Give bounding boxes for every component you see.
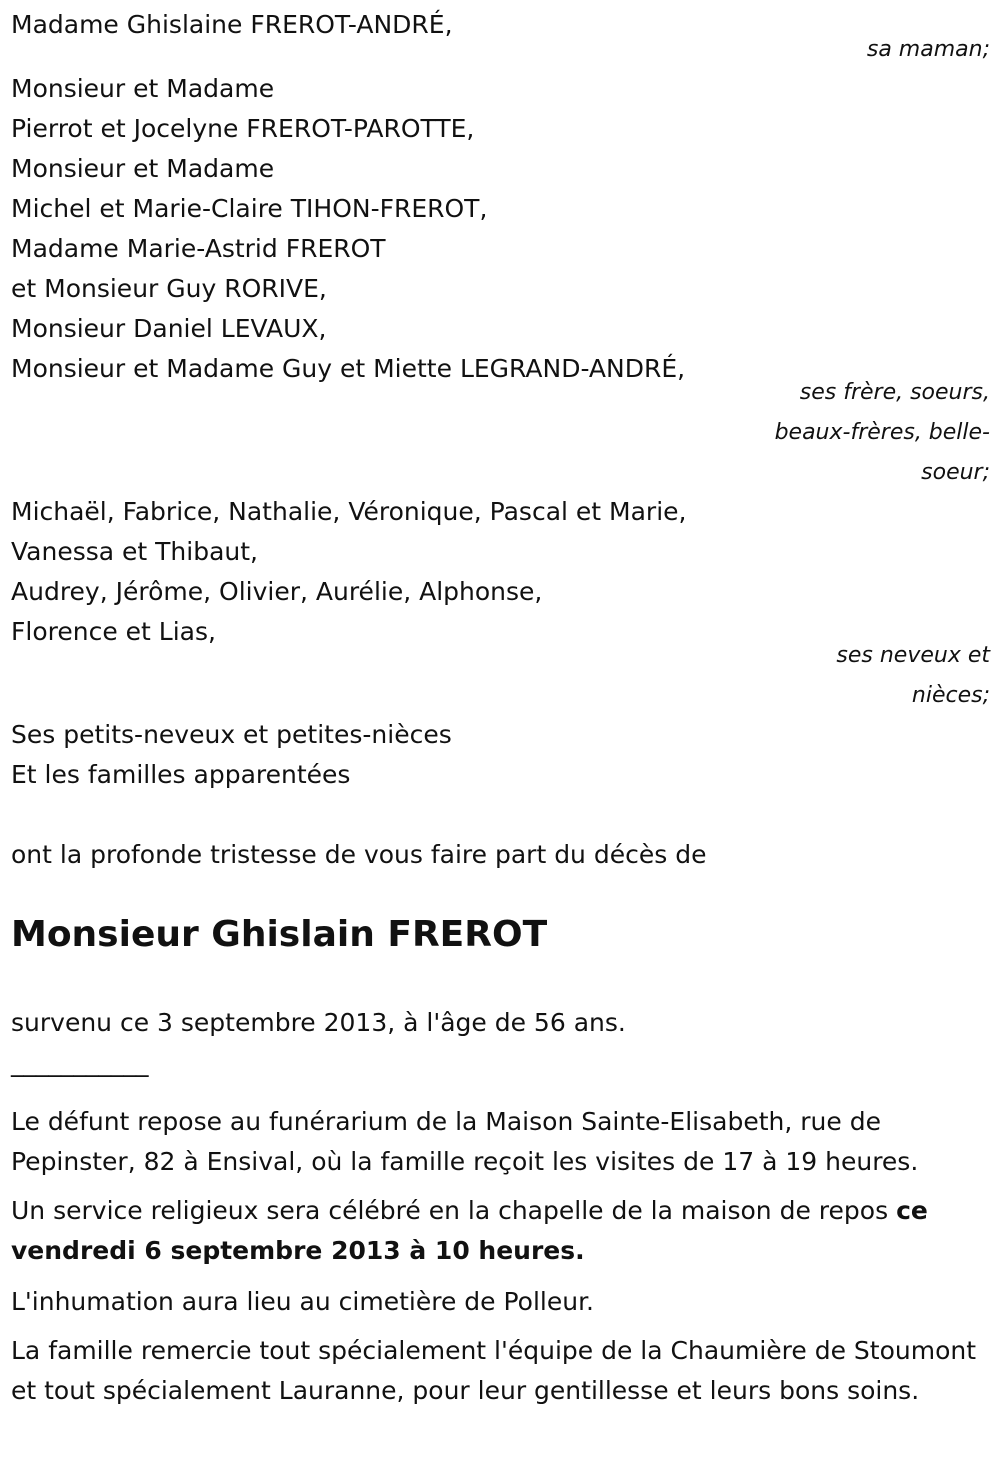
family-line: Monsieur et Madame Guy et Miette LEGRAND-ANDRÉ, [11, 354, 686, 383]
relation-nephews: nièces; [911, 683, 990, 708]
family-line: Ses petits-neveux et petites-nièces [11, 720, 452, 749]
relation-nephews: ses neveux et [836, 643, 990, 668]
service-text: Un service religieux sera célébré en la chapelle de la maison de repos [11, 1196, 889, 1225]
service-date: ce vendredi 6 septembre 2013 à 10 heures. [11, 1196, 928, 1265]
separator: ___________ [11, 1048, 149, 1077]
intro-text: ont la profonde tristesse de vous faire part du décès de [11, 840, 707, 869]
relation-siblings: ses frère, soeurs, [799, 380, 990, 405]
relation-mother: sa maman; [866, 37, 990, 62]
family-line: Vanessa et Thibaut, [11, 537, 258, 566]
family-line: Pierrot et Jocelyne FREROT-PAROTTE, [11, 114, 475, 143]
family-line: Florence et Lias, [11, 617, 216, 646]
family-line: Audrey, Jérôme, Olivier, Aurélie, Alphonse, [11, 577, 543, 606]
family-mother: Madame Ghislaine FREROT-ANDRÉ, [11, 10, 453, 39]
thanks-text: La famille remercie tout spécialement l'équipe de la Chaumière de Stoumont et tout spécialement Lauranne, pour leur gentillesse et leurs bons soins. [11, 1336, 977, 1405]
family-line: et Monsieur Guy RORIVE, [11, 274, 327, 303]
service-info [11, 1191, 986, 1271]
relation-siblings: beaux-frères, belle- [774, 420, 990, 445]
family-line: Et les familles apparentées [11, 760, 351, 789]
death-info: survenu ce 3 septembre 2013, à l'âge de 56 ans. [11, 1008, 626, 1037]
relation-siblings: soeur; [921, 460, 990, 485]
rest-info: Le défunt repose au funérarium de la Maison Sainte-Elisabeth, rue de Pepinster, 82 à Ensival, où la famille reçoit les visites de 17 à 19 heures. [11, 1107, 919, 1176]
family-line: Monsieur Daniel LEVAUX, [11, 314, 327, 343]
family-line: Michel et Marie-Claire TIHON-FREROT, [11, 194, 488, 223]
family-line: Monsieur et Madame [11, 74, 275, 103]
burial-info: L'inhumation aura lieu au cimetière de Polleur. [11, 1287, 595, 1316]
family-line: Madame Marie-Astrid FREROT [11, 234, 386, 263]
family-line: Monsieur et Madame [11, 154, 275, 183]
family-line: Michaël, Fabrice, Nathalie, Véronique, Pascal et Marie, [11, 497, 687, 526]
deceased-name: Monsieur Ghislain FREROT [11, 914, 548, 955]
